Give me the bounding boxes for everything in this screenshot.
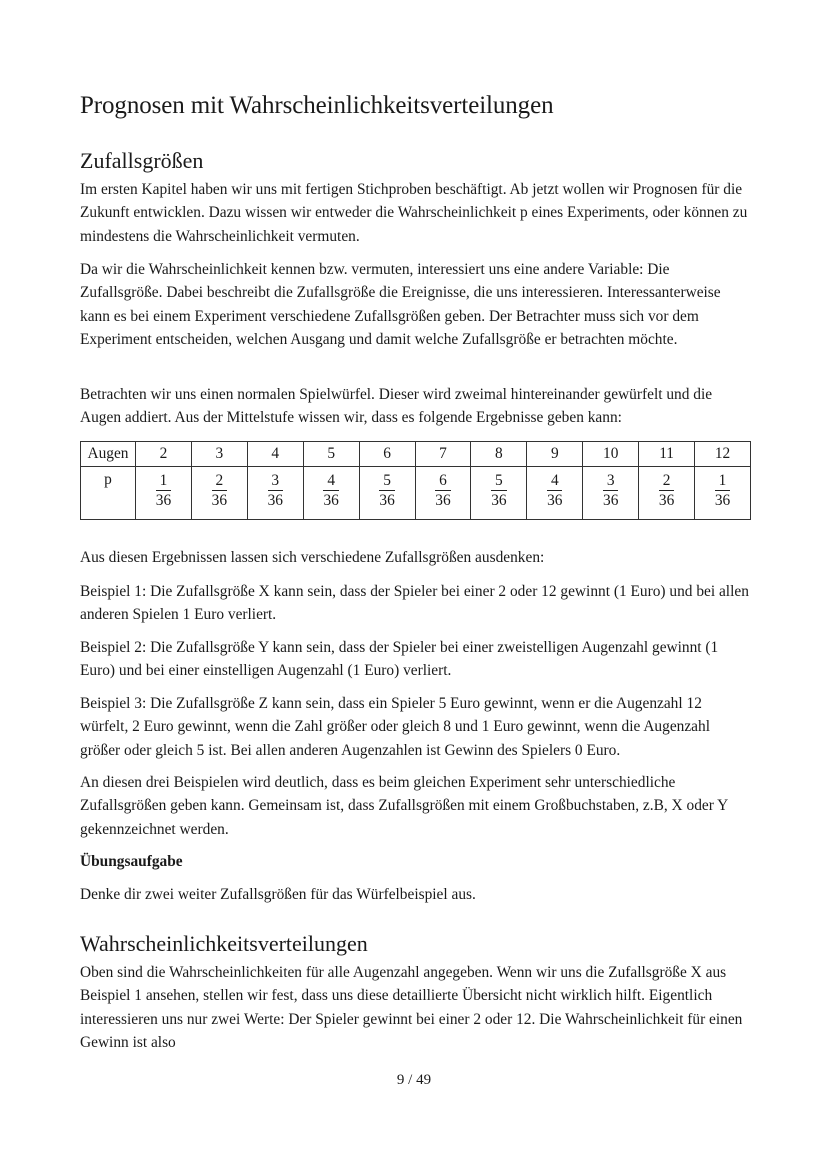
table-cell-augen: 5 xyxy=(303,442,359,467)
table-cell-probability xyxy=(695,467,751,520)
table-cell-augen: 11 xyxy=(639,442,695,467)
table-cell-augen: 9 xyxy=(527,442,583,467)
paragraph-spielwuerfel: Betrachten wir uns einen normalen Spielwürfel. Dieser wird zweimal hintereinander gewürfelt und die Augen addiert. Aus der Mittelstufe wissen wir, dass es folgende Ergebnisse geben kann: xyxy=(80,386,713,427)
table-cell-augen: 2 xyxy=(136,442,192,467)
fraction-denominator: 36 xyxy=(491,492,507,509)
paragraph-summary: An diesen drei Beispielen wird deutlich, dass es beim gleichen Experiment sehr unterschiedliche Zufallsgrößen geben kann. Gemeinsam ist, dass Zufallsgrößen mit einem Großbuchstaben, z.B, X oder Y gekennzeichnet werden. xyxy=(80,774,728,838)
page-number: 9 / 49 xyxy=(396,1072,432,1088)
fraction xyxy=(491,471,506,510)
page-title: Prognosen mit Wahrscheinlichkeitsverteilungen xyxy=(80,92,554,119)
table-cell-probability xyxy=(639,467,695,520)
table-cell-probability xyxy=(303,467,359,520)
fraction xyxy=(547,471,562,510)
fraction xyxy=(212,471,227,510)
fraction xyxy=(659,471,674,510)
table-cell-probability xyxy=(247,467,303,520)
fraction-numerator: 5 xyxy=(491,471,506,491)
section-heading-wahrscheinlichkeitsverteilungen: Wahrscheinlichkeitsverteilungen xyxy=(80,931,368,956)
table-cell-augen: 12 xyxy=(695,442,751,467)
table-cell-probability xyxy=(359,467,415,520)
fraction-numerator: 2 xyxy=(212,471,227,491)
fraction-denominator: 36 xyxy=(547,492,563,509)
exercise-text: Denke dir zwei weiter Zufallsgrößen für das Würfelbeispiel aus. xyxy=(80,886,476,903)
table-cell-probability xyxy=(136,467,192,520)
fraction-numerator: 2 xyxy=(659,471,674,491)
exercise-heading: Übungsaufgabe xyxy=(80,853,183,870)
table-cell-augen: 6 xyxy=(359,442,415,467)
fraction xyxy=(435,471,450,510)
paragraph-examples-intro: Aus diesen Ergebnissen lassen sich verschiedene Zufallsgrößen ausdenken: xyxy=(80,549,545,566)
table-row-p xyxy=(81,467,751,520)
table-row-augen xyxy=(81,442,751,467)
paragraph-zufallsgroesse-definition: Da wir die Wahrscheinlichkeit kennen bzw. vermuten, interessiert uns eine andere Variable: Die Zufallsgröße. Dabei beschreibt die Zufallsgröße die Ereignisse, die uns interessieren. Interessanterweise kann es bei einem Experiment verschiedene Zufallsgrößen geben. Der Betrachter muss sich vor dem Experiment entscheiden, welchen Ausgang und damit welche Zufallsgröße er betrachten möchte. xyxy=(80,261,721,348)
table-header-p: p xyxy=(81,467,136,520)
fraction-denominator: 36 xyxy=(379,492,395,509)
fraction-numerator: 4 xyxy=(547,471,562,491)
fraction xyxy=(156,471,171,510)
fraction xyxy=(268,471,283,510)
table-cell-augen: 8 xyxy=(471,442,527,467)
fraction-denominator: 36 xyxy=(435,492,451,509)
fraction-denominator: 36 xyxy=(658,492,675,509)
table-cell-probability xyxy=(583,467,639,520)
fraction-numerator: 6 xyxy=(435,471,450,491)
table-cell-probability xyxy=(471,467,527,520)
paragraph-beispiel-2: Beispiel 2: Die Zufallsgröße Y kann sein, dass der Spieler bei einer zweistelligen Augenzahl gewinnt (1 Euro) und bei einer einstelligen Augenzahl (1 Euro) verliert. xyxy=(80,639,719,680)
table-header-augen: Augen xyxy=(81,442,136,467)
fraction-denominator: 36 xyxy=(323,492,339,509)
fraction-numerator: 4 xyxy=(323,471,338,491)
fraction xyxy=(323,471,338,510)
fraction xyxy=(715,471,730,510)
paragraph-beispiel-3: Beispiel 3: Die Zufallsgröße Z kann sein, dass ein Spieler 5 Euro gewinnt, wenn er die Augenzahl 12 würfelt, 2 Euro gewinnt, wenn die Zahl größer oder gleich 8 und 1 Euro gewinnt, wenn die Augenzahl größer oder gleich 5 ist. Bei allen anderen Augenzahlen ist Gewinn des Spielers 0 Euro. xyxy=(80,695,710,759)
table-cell-augen: 7 xyxy=(415,442,471,467)
fraction-numerator: 1 xyxy=(156,471,171,491)
fraction-denominator: 36 xyxy=(155,492,172,509)
table-cell-probability xyxy=(415,467,471,520)
probability-table xyxy=(80,441,751,520)
fraction-denominator: 36 xyxy=(714,492,731,509)
fraction-numerator: 5 xyxy=(379,471,394,491)
table-cell-augen: 3 xyxy=(191,442,247,467)
paragraph-intro: Im ersten Kapitel haben wir uns mit fertigen Stichproben beschäftigt. Ab jetzt wollen wir Prognosen für die Zukunft entwicklen. Dazu wissen wir entweder die Wahrscheinlichkeit p eines Experiments, oder können zu mindestens die Wahrscheinlichkeit vermuten. xyxy=(80,181,748,245)
fraction-numerator: 1 xyxy=(715,471,730,491)
fraction-denominator: 36 xyxy=(603,492,619,509)
table-cell-probability xyxy=(527,467,583,520)
fraction-denominator: 36 xyxy=(267,492,283,509)
fraction xyxy=(603,471,618,510)
fraction-numerator: 3 xyxy=(603,471,618,491)
paragraph-beispiel-1: Beispiel 1: Die Zufallsgröße X kann sein, dass der Spieler bei einer 2 oder 12 gewinnt (1 Euro) und bei allen anderen Spielen 1 Euro verliert. xyxy=(80,583,749,624)
paragraph-verteilung-intro: Oben sind die Wahrscheinlichkeiten für alle Augenzahl angegeben. Wenn wir uns die Zufallsgröße X aus Beispiel 1 ansehen, stellen wir fest, dass uns diese detaillierte Übersicht nicht wirklich hilft. Eigentlich interessieren uns nur zwei Werte: Der Spieler gewinnt bei einer 2 oder 12. Die Wahrscheinlichkeit für einen Gewinn ist also xyxy=(80,964,743,1051)
fraction-denominator: 36 xyxy=(211,492,228,509)
table-cell-augen: 4 xyxy=(247,442,303,467)
fraction xyxy=(379,471,394,510)
fraction-numerator: 3 xyxy=(268,471,283,491)
table-cell-augen: 10 xyxy=(583,442,639,467)
table-cell-probability xyxy=(191,467,247,520)
section-heading-zufallsgroessen: Zufallsgrößen xyxy=(80,148,204,173)
